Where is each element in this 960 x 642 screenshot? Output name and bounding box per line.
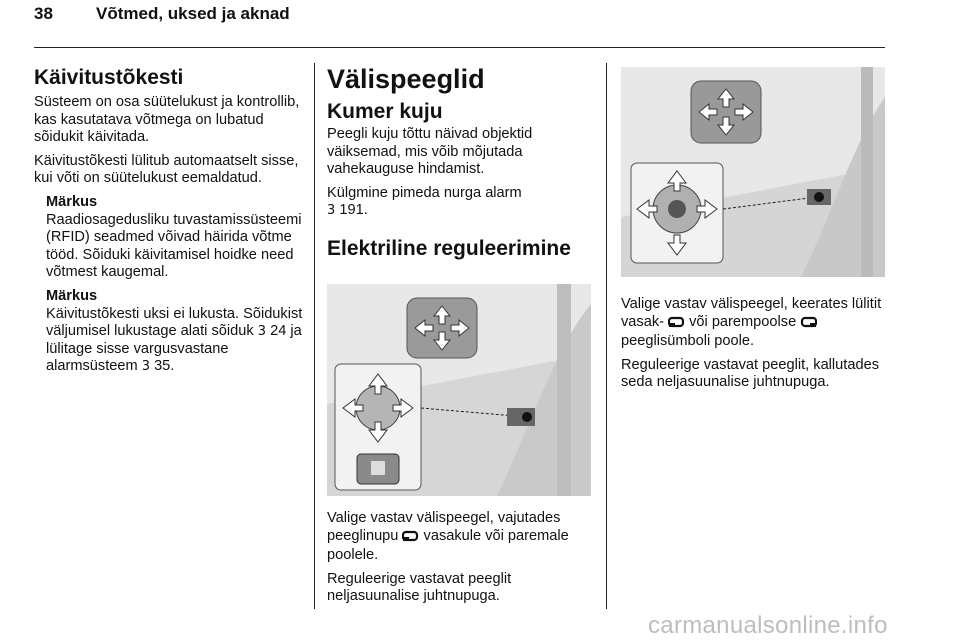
paragraph: Süsteem on osa süütelukust ja kontrollib, kas kasutatava võtmega on lubatud sõidukit käivitada. [34, 94, 300, 146]
mirror-left-icon [668, 316, 685, 334]
right-column [621, 296, 887, 398]
paragraph: Valige vastav välispeegel, vajutades peeglinupu vasakule või paremale poolele. [327, 510, 569, 564]
page-reference[interactable]: 35. [154, 358, 175, 375]
mirror-right-icon [800, 316, 817, 334]
note-title: Märkus [46, 287, 98, 304]
watermark: carmanualsonline.info [648, 612, 888, 639]
illustration-drawing [621, 67, 885, 277]
paragraph: Reguleerige vastavat peeglit, kallutades seda neljasuunalise juhtnupuga. [621, 356, 879, 391]
note-text: Raadiosagedusliku tuvastamissüsteemi (RFID) seadmed võivad häirida võtme tööd. Sõiduki käivitamisel hoidke need võtmest kaugemal. [46, 211, 302, 281]
paragraph: Käivitustõkesti lülitub automaatselt sisse, kui võti on süütelukust eemaldatud. [34, 152, 299, 187]
page-reference[interactable]: 24 [270, 323, 287, 340]
subheading-electric-adjust: Elektriline reguleerimine [327, 236, 571, 260]
mirror-left-icon [402, 530, 419, 548]
paragraph: Peegli kuju tõttu näivad objektid väiksemad, mis võib mõjutada vahekauguse hindamist. [327, 126, 533, 178]
mirror-switch-illustration-2 [621, 67, 885, 277]
section-heading-immobiliser: Käivitustõkesti [34, 66, 184, 89]
page-reference[interactable]: 191. [339, 202, 368, 219]
note-title: Märkus [46, 193, 98, 210]
page-reference-icon: 3 [141, 359, 150, 375]
column-divider-2 [606, 63, 607, 609]
paragraph: Reguleerige vastavat peeglit neljasuunalise juhtnupuga. [327, 570, 512, 605]
left-column [34, 66, 306, 382]
middle-captions [327, 510, 595, 612]
page-reference-icon: 3 [257, 324, 267, 340]
section-heading-mirrors: Välispeeglid [327, 64, 485, 94]
note-text: Käivitustõkesti uksi ei lukusta. Sõidukist väljumisel lukustage alati sõiduk 3 24 ja lülitage sisse vargusvastane alarmsüsteem 3 35. [46, 305, 303, 375]
header-rule [34, 47, 885, 48]
page-number: 38 [34, 4, 53, 23]
column-divider-1 [314, 63, 315, 609]
note-box [46, 194, 306, 376]
illustration-drawing [327, 284, 591, 496]
mirror-switch-illustration-1 [327, 284, 591, 496]
subheading-convex: Kumer kuju [327, 100, 443, 123]
page-reference-icon: 3 [327, 203, 336, 219]
middle-column [327, 64, 597, 263]
chapter-title: Võtmed, uksed ja aknad [96, 4, 290, 23]
paragraph: Külgmine pimeda nurga alarm 3 191. [327, 184, 522, 219]
paragraph: Valige vastav välispeegel, keerates lülitit vasak- või parempoolse peeglisümboli poole. [621, 296, 882, 350]
